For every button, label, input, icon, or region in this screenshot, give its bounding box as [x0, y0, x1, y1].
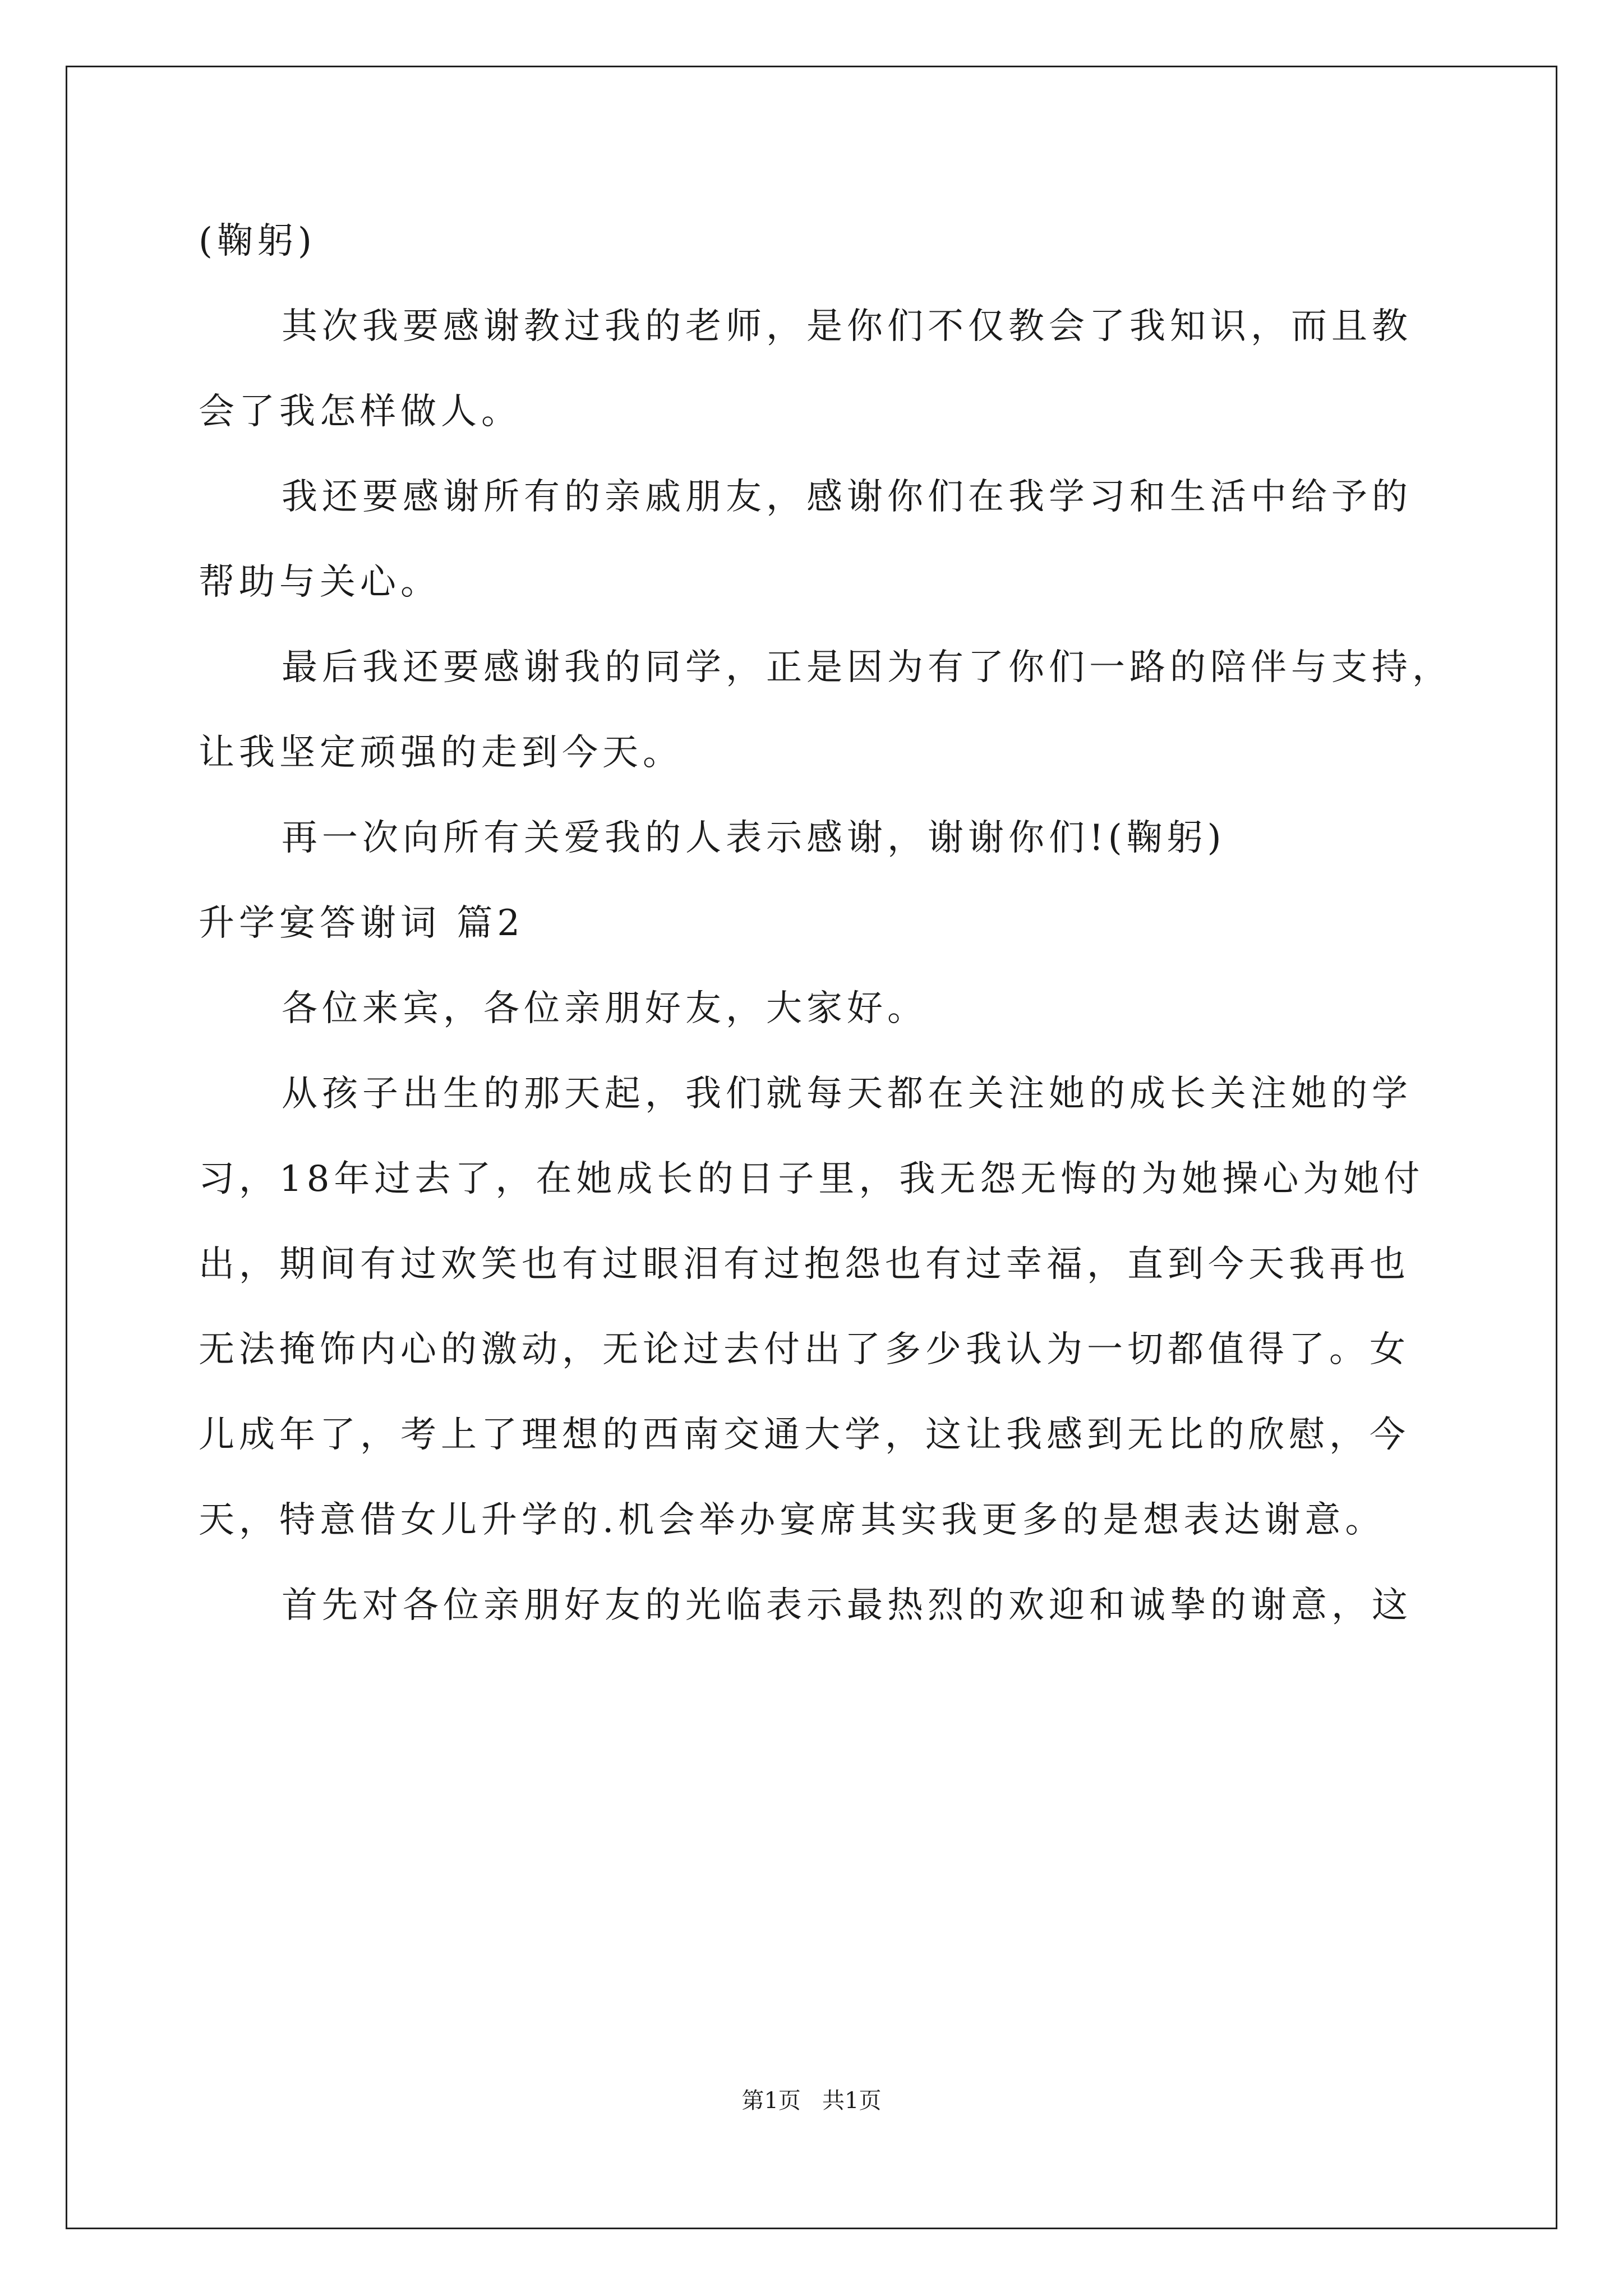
paragraph-line: 会了我怎样做人。 — [199, 391, 522, 432]
text-line: (鞠躬) — [199, 220, 316, 262]
paragraph-line: 儿成年了，考上了理想的西南交通大学，这让我感到无比的欣慰，今 — [199, 1414, 1410, 1456]
paragraph-line: 从孩子出生的那天起，我们就每天都在关注她的成长关注她的学 — [282, 1073, 1412, 1115]
paragraph-line: 天，特意借女儿升学的.机会举办宴席其实我更多的是想表达谢意。 — [199, 1499, 1386, 1541]
paragraph-line: 我还要感谢所有的亲戚朋友，感谢你们在我学习和生活中给予的 — [282, 476, 1412, 518]
page-footer: 第1页 共1页 — [741, 2088, 882, 2114]
paragraph-line: 无法掩饰内心的激动，无论过去付出了多少我认为一切都值得了。女 — [199, 1329, 1410, 1370]
section-heading: 升学宴答谢词 篇2 — [199, 903, 525, 944]
paragraph-line: 帮助与关心。 — [199, 562, 441, 603]
paragraph-line: 各位来宾，各位亲朋好友，大家好。 — [282, 988, 928, 1029]
paragraph-line: 其次我要感谢教过我的老师，是你们不仅教会了我知识，而且教 — [282, 306, 1412, 347]
paragraph-line: 让我坚定顽强的走到今天。 — [199, 732, 683, 774]
paragraph-line: 再一次向所有关爱我的人表示感谢，谢谢你们!(鞠躬) — [282, 817, 1226, 859]
paragraph-line: 出，期间有过欢笑也有过眼泪有过抱怨也有过幸福，直到今天我再也 — [199, 1244, 1410, 1285]
paragraph-line: 首先对各位亲朋好友的光临表示最热烈的欢迎和诚挚的谢意，这 — [282, 1585, 1412, 1626]
paragraph-line: 习，18年过去了，在她成长的日子里，我无怨无悔的为她操心为她付 — [199, 1158, 1424, 1200]
paragraph-line: 最后我还要感谢我的同学，正是因为有了你们一路的陪伴与支持， — [282, 647, 1453, 688]
